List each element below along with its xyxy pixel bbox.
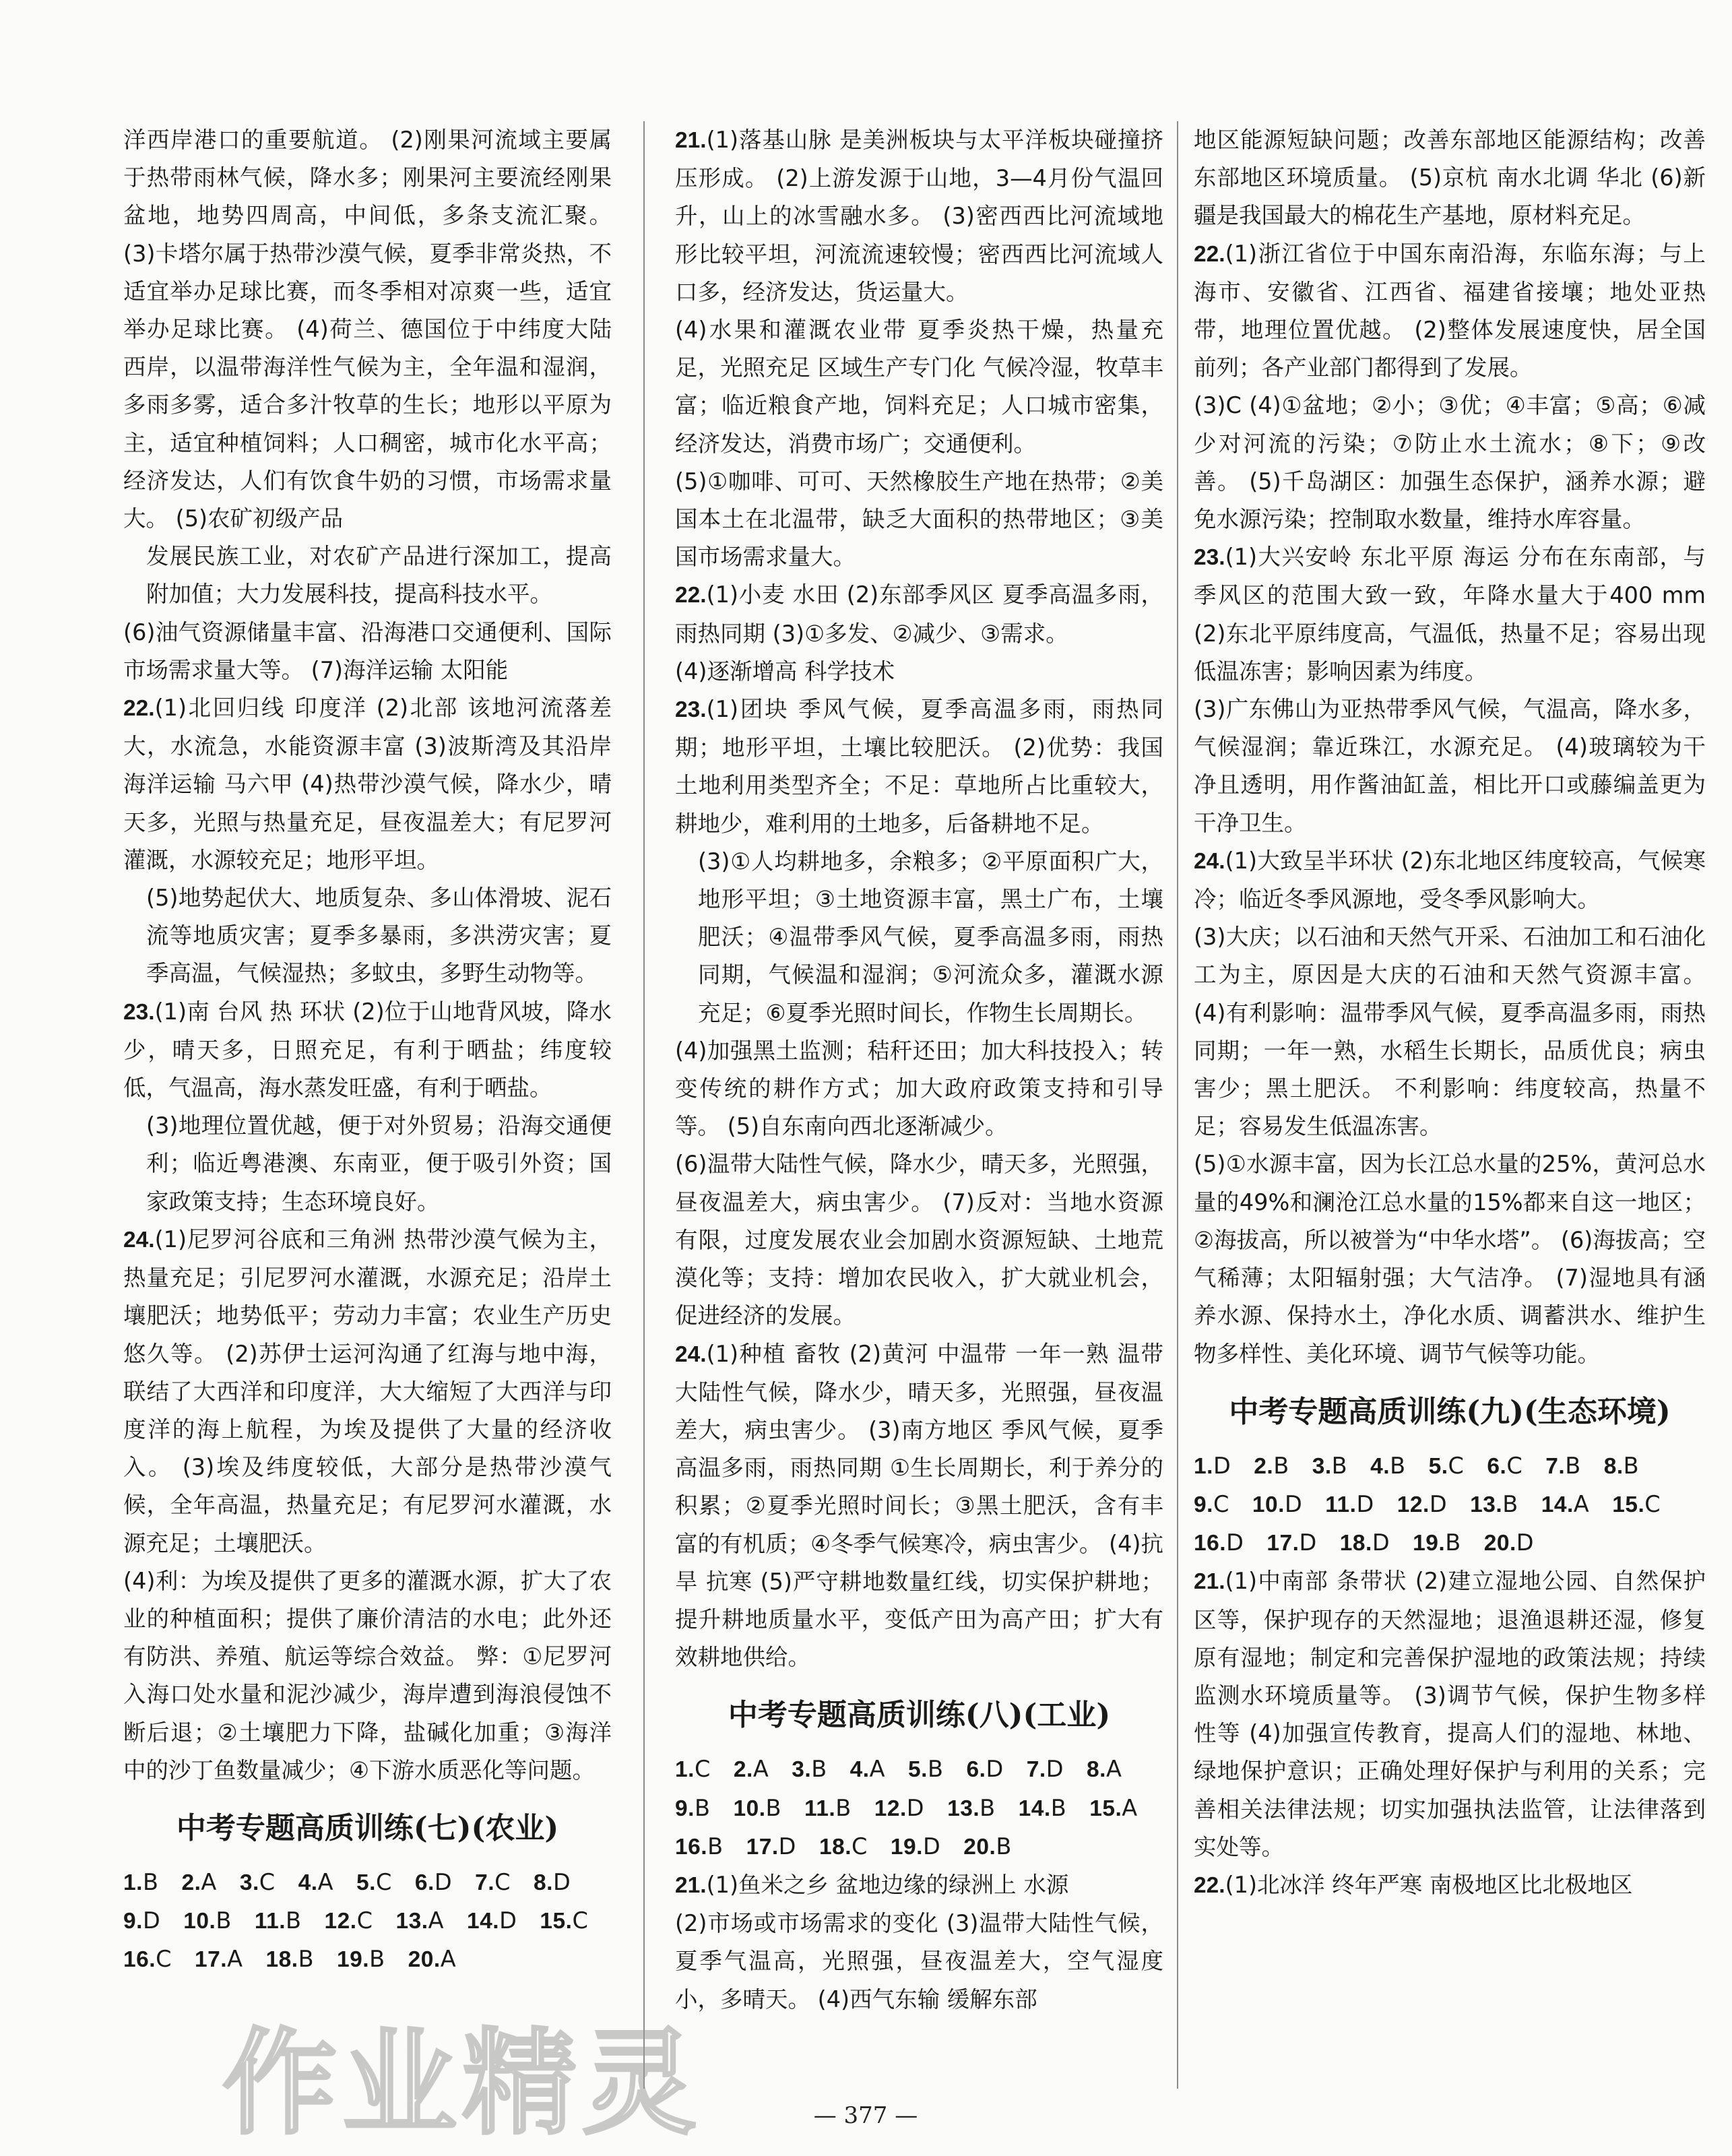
choice-answer: B [811, 1756, 827, 1783]
answer-row [1194, 1524, 1706, 1562]
choice-answer: C [494, 1868, 511, 1895]
section-heading: 中考专题高质训练(七)(农业) [176, 1810, 559, 1845]
choice-number: 6. [966, 1757, 986, 1783]
choice-answer: A [869, 1756, 886, 1783]
choice-answer: C [356, 1907, 373, 1934]
choice-number: 8. [534, 1870, 553, 1895]
choice-number: 6. [414, 1870, 435, 1895]
watermark: 作业精灵 [222, 2017, 703, 2151]
choice-number: 18. [819, 1834, 852, 1860]
choice-answer: D [1516, 1529, 1535, 1556]
choice-answer: C [1213, 1490, 1229, 1517]
question-number: 21. [675, 128, 707, 153]
choice-answer: D [1284, 1490, 1303, 1517]
choice-answer: A [428, 1907, 445, 1934]
choice-number: 10. [1252, 1492, 1285, 1517]
question-number: 24. [675, 1341, 707, 1367]
question-number: 22. [1194, 241, 1225, 267]
answer-text: (1)鱼米之乡 盆地边缘的绿洲上 水源 [706, 1871, 1069, 1898]
answer-text: (1)北冰洋 终年严寒 南极地区比北极地区 [1225, 1871, 1633, 1898]
choice-number: 15. [540, 1909, 573, 1934]
choice-number: 5. [908, 1757, 928, 1783]
choice-answer: C [694, 1756, 711, 1783]
choice-answer: D [1213, 1452, 1231, 1479]
answer-text: (1)中南部 条带状 (2)建立湿地公园、自然保护区等，保护现存的天然湿地；退渔退耕还湿，修复原有湿地；制定和完善保护湿地的政策法规；持续监测水环境质量等。 (3)调节气候，保护生物多样性等 (4)加强宣传教育，提高人们的湿地、林地、绿地保护意识；正确处理好保护与利用的关系；完善相关法律法规；切实加强执法监管，让法律落到实处等。 [1194, 1568, 1706, 1860]
choice-answer: A [317, 1868, 334, 1895]
answer-text: (1)大致呈半环状 (2)东北地区纬度较高，气候寒冷；临近冬季风源地，受冬季风影响大。 [1194, 847, 1706, 913]
choice-number: 4. [298, 1870, 318, 1895]
choice-number: 19. [890, 1834, 923, 1860]
choice-answer: B [369, 1946, 385, 1973]
choice-answer: B [1565, 1452, 1581, 1479]
choice-number: 9. [123, 1909, 143, 1934]
choice-answer: D [142, 1907, 161, 1934]
choice-number: 11. [804, 1796, 836, 1821]
section-heading: 中考专题高质训练(八)(工业) [728, 1698, 1111, 1733]
question-number: 22. [123, 696, 155, 722]
choice-answer: A [227, 1946, 243, 1973]
answer-text: (1)大兴安岭 东北平原 海运 分布在东南部，与季风区的范围大致一致，年降水量大于400 mm (2)东北平原纬度高，气温低，热量不足；容易出现低温冻害；影响因素为纬度。 [1194, 544, 1706, 685]
choice-number: 10. [733, 1796, 766, 1821]
answer-row [1194, 1447, 1706, 1486]
answer-text: (1)团块 季风气候，夏季高温多雨，雨热同期；地形平坦，土壤比较肥沃。 (2)优势：我国土地利用类型齐全；不足：草地所占比重较大，耕地少，难利用的土地多，后备耕地不足。 [675, 696, 1163, 837]
answer-paragraph: (3)广东佛山为亚热带季风气候，气温高，降水多，气候湿润；靠近珠江，水源充足。 (4)玻璃较为干净且透明，用作酱油缸盖，相比开口或藤编盖更为干净卫生。 [1194, 696, 1706, 836]
choice-answer: B [142, 1868, 159, 1895]
choice-number: 16. [1194, 1531, 1227, 1556]
choice-answer: D [1372, 1529, 1390, 1556]
choice-answer: B [216, 1907, 232, 1934]
answer-text: (1)种植 畜牧 (2)黄河 中温带 一年一熟 温带大陆性气候，降水少，晴天多，光照强，昼夜温差大，病虫害少。 (3)南方地区 季风气候，夏季高温多雨，雨热同期 ①生长周期长，利于养分的积累；②夏季光照时间长；③黑土肥沃，含有丰富的有机质；④冬季气候寒冷，病虫害少。 (4)抗旱 抗寒 (5)严守耕地数量红线，切实保护耕地；提升耕地质量水平，变低产田为高产田；扩大有效耕地供给。 [675, 1340, 1163, 1671]
choice-answer: B [1050, 1794, 1067, 1821]
answer-row [675, 1750, 1163, 1789]
choice-answer: B [1273, 1452, 1289, 1479]
choice-number: 8. [1603, 1453, 1624, 1479]
choice-answer: D [1429, 1490, 1448, 1517]
choice-answer: C [1506, 1452, 1523, 1479]
choice-answer: D [1356, 1490, 1374, 1517]
section-heading: 中考专题高质训练(九)(生态环境) [1229, 1394, 1671, 1429]
answer-paragraph: (3)地理位置优越，便于对外贸易；沿海交通便利；临近粤港澳、东南亚，便于吸引外资；国家政策支持；生态环境良好。 [146, 1112, 612, 1215]
choice-answer: B [835, 1794, 852, 1821]
answer-paragraph: (4)水果和灌溉农业带 夏季炎热干燥，热量充足，光照充足 区域生产专门化 气候冷湿，牧草丰富；临近粮食产地，饲料充足；人口城市密集，经济发达，消费市场广；交通便利。 [675, 317, 1163, 457]
choice-number: 2. [733, 1757, 753, 1783]
choice-answer: D [906, 1794, 925, 1821]
multiple-choice-answers [123, 1864, 612, 1979]
answer-row [675, 1828, 1163, 1866]
answer-paragraph: (4)逐渐增高 科学技术 [675, 658, 895, 685]
choice-number: 13. [395, 1909, 428, 1934]
choice-answer: A [440, 1946, 457, 1973]
choice-answer: B [298, 1946, 315, 1973]
answer-paragraph: 地区能源短缺问题；改善东部地区能源结构；改善东部地区环境质量。 (5)京杭 南水北调 华北 (6)新疆是我国最大的棉花生产基地，原材料充足。 [1194, 127, 1706, 229]
choice-number: 9. [1194, 1492, 1213, 1517]
choice-number: 19. [1413, 1531, 1446, 1556]
choice-number: 7. [475, 1870, 495, 1895]
choice-number: 9. [675, 1796, 695, 1821]
column-1 [123, 121, 612, 1979]
question-number: 22. [675, 583, 707, 608]
answer-paragraph: (5)①咖啡、可可、天然橡胶生产地在热带；②美国本土在北温带，缺乏大面积的热带地区；③美国市场需求量大。 [675, 468, 1163, 571]
choice-number: 8. [1086, 1757, 1106, 1783]
answer-paragraph: (5)①水源丰富，因为长江总水量的25%，黄河总水量的49%和澜沧江总水量的15%都来自这一地区；②海拔高，所以被誉为“中华水塔”。 (6)海拔高；空气稀薄；太阳辐射强；大气洁净。 (7)湿地具有涵养水源、保持水土，净化水质、调蓄洪水、维护生物多样性、美化环境、调节气候等功能。 [1194, 1151, 1706, 1367]
answer-paragraph: (4)利：为埃及提供了更多的灌溉水源，扩大了农业的种植面积；提供了廉价清洁的水电；此外还有防洪、养殖、航运等综合效益。 弊：①尼罗河入海口处水量和泥沙减少，海岸遭到海浪侵蚀不断后退；②土壤肥力下降，盐碱化加重；③海洋中的沙丁鱼数量减少；④下游水质恶化等问题。 [123, 1567, 612, 1783]
choice-number: 13. [1470, 1492, 1503, 1517]
choice-number: 16. [675, 1834, 708, 1860]
choice-answer: C [376, 1868, 392, 1895]
answer-text: (1)尼罗河谷底和三角洲 热带沙漠气候为主，热量充足；引尼罗河水灌溉，水源充足；沿岸土壤肥沃；地势低平；劳动力丰富；农业生产历史悠久等。 (2)苏伊士运河沟通了红海与地中海，联结了大西洋和印度洋，大大缩短了大西洋与印度洋的海上航程，为埃及提供了大量的经济收入。 (3)埃及纬度较低，大部分是热带沙漠气候，全年高温，热量充足；有尼罗河水灌溉，水源充足；土壤肥沃。 [123, 1226, 612, 1556]
question-number: 22. [1194, 1872, 1225, 1898]
answer-paragraph: 洋西岸港口的重要航道。 (2)刚果河流域主要属于热带雨林气候，降水多；刚果河主要流经刚果盆地，地势四周高，中间低，多条支流汇聚。 (3)卡塔尔属于热带沙漠气候，夏季非常炎热，不适宜举办足球比赛，而冬季相对凉爽一些，适宜举办足球比赛。 (4)荷兰、德国位于中纬度大陆西岸，以温带海洋性气候为主，全年温和湿润，多雨多雾，适合多汁牧草的生长；地形以平原为主，适宜种植饲料；人口稠密，城市化水平高；经济发达，人们有饮食牛奶的习惯，市场需求量大。 (5)农矿初级产品 [123, 127, 612, 532]
choice-answer: C [852, 1833, 868, 1860]
choice-number: 10. [183, 1909, 216, 1934]
choice-answer: B [996, 1833, 1012, 1860]
choice-number: 15. [1612, 1492, 1645, 1517]
choice-number: 18. [1339, 1531, 1372, 1556]
choice-number: 4. [849, 1757, 870, 1783]
choice-answer: B [286, 1907, 302, 1934]
choice-number: 14. [1018, 1796, 1051, 1821]
choice-answer: C [156, 1946, 172, 1973]
answer-paragraph: (3)①人均耕地多，余粮多；②平原面积广大，地形平坦；③土地资源丰富，黑土广布，土壤肥沃；④温带季风气候，夏季高温多雨，雨热同期，气候温和湿润；⑤河流众多，灌溉水源充足；⑥夏季光照时间长，作物生长周期长。 [698, 848, 1163, 1026]
choice-answer: B [980, 1794, 996, 1821]
choice-number: 3. [239, 1870, 259, 1895]
choice-answer: C [572, 1907, 589, 1934]
answer-paragraph: (4)加强黑土监测；秸秆还田；加大科技投入；转变传统的耕作方式；加大政府政策支持和引导等。 (5)自东南向西北逐渐减少。 [675, 1037, 1163, 1140]
choice-answer: A [1122, 1794, 1138, 1821]
choice-answer: D [499, 1907, 517, 1934]
choice-answer: A [752, 1756, 769, 1783]
column-2 [675, 121, 1163, 2019]
choice-number: 5. [1428, 1453, 1448, 1479]
choice-number: 14. [1541, 1492, 1574, 1517]
answer-paragraph: (2)市场或市场需求的变化 (3)温带大陆性气候，夏季气温高，光照强，昼夜温差大，空气湿度小，多晴天。 (4)西气东输 缓解东部 [675, 1910, 1163, 2012]
choice-answer: D [552, 1868, 571, 1895]
answer-paragraph: (3)大庆；以石油和天然气开采、石油加工和石油化工为主，原因是大庆的石油和天然气资源丰富。 (4)有利影响：温带季风气候，夏季高温多雨，雨热同期；一年一熟，水稻生长期长，品质优良；病虫害少；黑土肥沃。 不利影响：纬度较高，热量不足；容易发生低温冻害。 [1194, 924, 1706, 1140]
choice-number: 2. [1254, 1453, 1274, 1479]
choice-number: 17. [746, 1834, 779, 1860]
choice-number: 17. [1266, 1531, 1300, 1556]
choice-number: 11. [254, 1909, 286, 1934]
answer-row [123, 1940, 612, 1979]
choice-answer: B [1331, 1452, 1348, 1479]
answer-paragraph: (3)C (4)①盆地；②小；③优；④丰富；⑤高；⑥减少对河流的污染；⑦防止水土流水；⑧下；⑨改善。 (5)千岛湖区：加强生态保护，涵养水源；避免水源污染；控制取水数量，维持水库容量。 [1194, 392, 1706, 533]
choice-number: 12. [324, 1909, 357, 1934]
answer-row [123, 1902, 612, 1940]
question-number: 24. [123, 1227, 155, 1253]
choice-number: 7. [1545, 1453, 1566, 1479]
choice-number: 4. [1370, 1453, 1390, 1479]
choice-number: 6. [1487, 1453, 1507, 1479]
choice-answer: C [1644, 1490, 1661, 1517]
question-number: 23. [675, 697, 707, 723]
choice-answer: A [1573, 1490, 1590, 1517]
choice-answer: B [765, 1794, 781, 1821]
choice-answer: A [1105, 1756, 1122, 1783]
answer-paragraph: (6)温带大陆性气候，降水少，晴天多，光照强，昼夜温差大，病虫害少。 (7)反对：当地水资源有限，过度发展农业会加剧水资源短缺、土地荒漠化等；支持：增加农民收入，扩大就业机会，促进经济的发展。 [675, 1151, 1163, 1329]
choice-answer: D [986, 1756, 1004, 1783]
choice-answer: B [707, 1833, 724, 1860]
choice-answer: D [778, 1833, 796, 1860]
answer-row [675, 1789, 1163, 1828]
choice-answer: D [923, 1833, 941, 1860]
answer-text: (1)南 台风 热 环状 (2)位于山地背风坡，降水少，晴天多，日照充足，有利于晒盐；纬度较低，气温高，海水蒸发旺盛，有利于晒盐。 [123, 998, 612, 1102]
answer-text: (1)浙江省位于中国东南沿海，东临东海；与上海市、安徽省、江西省、福建省接壤；地处亚热带，地理位置优越。 (2)整体发展速度快，居全国前列；各产业部门都得到了发展。 [1194, 240, 1706, 381]
answer-paragraph: (6)油气资源储量丰富、沿海港口交通便利、国际市场需求量大等。 (7)海洋运输 太阳能 [123, 619, 612, 683]
choice-number: 7. [1026, 1757, 1046, 1783]
question-number: 21. [675, 1872, 707, 1898]
multiple-choice-answers [1194, 1447, 1706, 1563]
choice-number: 11. [1325, 1492, 1357, 1517]
multiple-choice-answers [675, 1750, 1163, 1866]
choice-number: 20. [408, 1947, 441, 1973]
choice-answer: D [1299, 1529, 1317, 1556]
choice-answer: B [928, 1756, 944, 1783]
choice-number: 3. [1312, 1453, 1332, 1479]
choice-answer: A [201, 1868, 217, 1895]
choice-number: 1. [123, 1870, 143, 1895]
question-number: 23. [1194, 545, 1225, 571]
choice-number: 20. [1483, 1531, 1516, 1556]
choice-number: 12. [874, 1796, 907, 1821]
answer-text: (1)小麦 水田 (2)东部季风区 夏季高温多雨，雨热同期 (3)①多发、②减少、③需求。 [675, 581, 1163, 647]
column-divider [1177, 121, 1178, 2089]
answer-row [123, 1864, 612, 1902]
choice-answer: B [1445, 1529, 1461, 1556]
question-number: 24. [1194, 848, 1225, 874]
choice-answer: C [1448, 1452, 1465, 1479]
choice-number: 1. [1194, 1453, 1213, 1479]
choice-answer: B [1623, 1452, 1640, 1479]
choice-number: 16. [123, 1947, 156, 1973]
choice-number: 20. [963, 1834, 996, 1860]
choice-number: 5. [356, 1870, 376, 1895]
answer-row [1194, 1486, 1706, 1524]
choice-number: 1. [675, 1757, 695, 1783]
column-divider [643, 121, 645, 2089]
choice-number: 19. [337, 1947, 370, 1973]
choice-number: 3. [792, 1757, 812, 1783]
choice-answer: D [434, 1868, 453, 1895]
choice-answer: B [1502, 1490, 1518, 1517]
answer-paragraph: (5)地势起伏大、地质复杂、多山体滑坡、泥石流等地质灾害；夏季多暴雨，多洪涝灾害；夏季高温，气候湿热；多蚊虫，多野生动物等。 [146, 885, 612, 987]
choice-answer: D [1226, 1529, 1244, 1556]
choice-number: 14. [467, 1909, 500, 1934]
choice-number: 18. [265, 1947, 298, 1973]
choice-answer: B [694, 1794, 711, 1821]
choice-number: 13. [947, 1796, 980, 1821]
column-3 [1194, 121, 1706, 1905]
answer-text: (1)落基山脉 是美洲板块与太平洋板块碰撞挤压形成。 (2)上游发源于山地，3—4月份气温回升，山上的冰雪融水多。 (3)密西西比河流域地形比较平坦，河流流速较慢；密西西比河流域人口多，经济发达，货运量大。 [675, 127, 1163, 305]
choice-number: 17. [194, 1947, 228, 1973]
page-number: — 377 — [813, 2102, 918, 2129]
choice-answer: D [1046, 1756, 1064, 1783]
choice-number: 2. [181, 1870, 201, 1895]
choice-number: 15. [1089, 1796, 1122, 1821]
answer-text: (1)北回归线 印度洋 (2)北部 该地河流落差大，水流急，水能资源丰富 (3)波斯湾及其沿岸 海洋运输 马六甲 (4)热带沙漠气候，降水少，晴天多，光照与热量充足，昼夜温差大；有尼罗河灌溉，水源较充足；地形平坦。 [123, 695, 612, 873]
choice-answer: B [1390, 1452, 1406, 1479]
question-number: 23. [123, 999, 155, 1025]
question-number: 21. [1194, 1569, 1225, 1595]
choice-number: 12. [1397, 1492, 1430, 1517]
choice-answer: C [259, 1868, 276, 1895]
answer-paragraph: 发展民族工业，对农矿产品进行深加工，提高附加值；大力发展科技，提高科技水平。 [146, 543, 612, 608]
